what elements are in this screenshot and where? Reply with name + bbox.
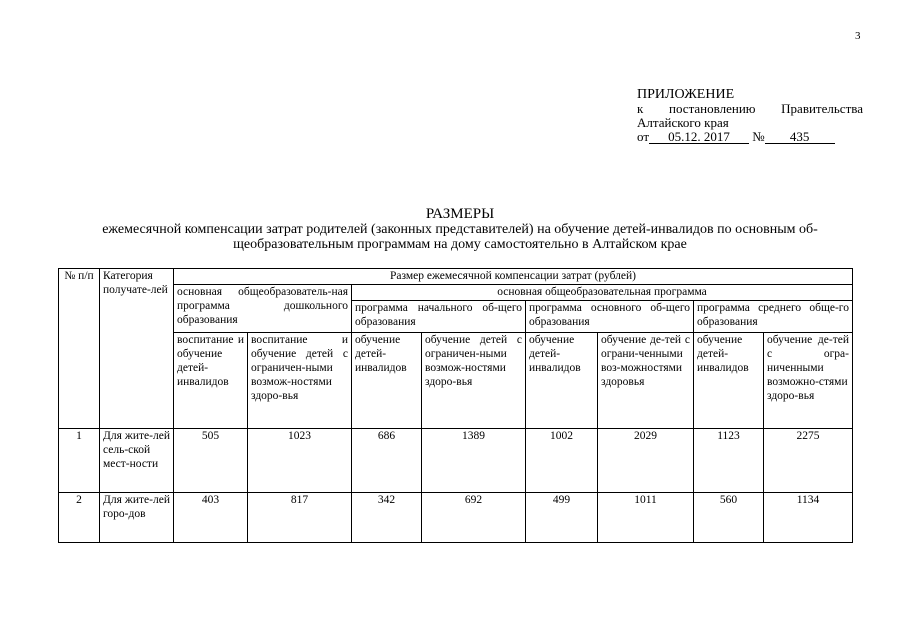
value-cell: 686 (352, 429, 422, 493)
number-label: № (752, 129, 765, 144)
heading-line2: щеобразовательным программам на дому самостоятельно в Алтайском крае (233, 237, 687, 252)
date-value: 05.12. 2017 (649, 130, 749, 144)
subheader-cell: обучение детей-инвалидов (526, 333, 598, 429)
value-cell: 1123 (694, 429, 764, 493)
value-cell: 1011 (598, 493, 694, 543)
value-cell: 1389 (422, 429, 526, 493)
value-cell: 1134 (764, 493, 853, 543)
table-row (59, 429, 853, 493)
appendix-word: к (637, 101, 644, 116)
value-cell: 560 (694, 493, 764, 543)
value-cell: 1002 (526, 429, 598, 493)
appendix-word: Правительства (781, 101, 863, 116)
header-secondary: программа среднего обще-го образования (694, 301, 853, 333)
value-cell: 692 (422, 493, 526, 543)
subheader-cell: обучение детей-инвалидов (694, 333, 764, 429)
subheader-cell: обучение де-тей с огра-ниченными возможно-стями здоро-вья (764, 333, 853, 429)
value-cell: 342 (352, 493, 422, 543)
value-cell: 403 (174, 493, 248, 543)
header-general: основная общеобразовательная программа (352, 285, 853, 301)
header-preschool: основная общеобразователь-ная программа дошкольного образования (174, 285, 352, 333)
appendix-word: постановлению (669, 101, 756, 116)
value-cell: 2029 (598, 429, 694, 493)
page-number: 3 (855, 30, 861, 42)
appendix-date-line (637, 130, 863, 144)
row-category: Для жите-лей сель-ской мест-ности (100, 429, 174, 493)
value-cell: 1023 (248, 429, 352, 493)
header-category: Категория получате-лей (100, 269, 174, 429)
subheader-cell: обучение детей с ограничен-ными возмож-ностями здоро-вья (422, 333, 526, 429)
from-label: от (637, 129, 650, 144)
value-cell: 505 (174, 429, 248, 493)
header-basic: программа основного об-щего образования (526, 301, 694, 333)
heading-title: РАЗМЕРЫ (425, 206, 495, 222)
subheader-cell: воспитание и обучение детей с ограничен-ными возмож-ностями здоро-вья (248, 333, 352, 429)
subheader-cell: обучение де-тей с ограни-ченными воз-можностями здоровья (598, 333, 694, 429)
number-value: 435 (765, 130, 835, 144)
row-num: 1 (59, 429, 100, 493)
value-cell: 817 (248, 493, 352, 543)
header-size: Размер ежемесячной компенсации затрат (рублей) (174, 269, 853, 285)
header-num: № п/п (59, 269, 100, 429)
appendix-title: ПРИЛОЖЕНИЕ (637, 87, 735, 102)
appendix-line2: Алтайского края (637, 115, 729, 130)
subheader-cell: обучение детей-инвалидов (352, 333, 422, 429)
value-cell: 499 (526, 493, 598, 543)
header-primary: программа начального об-щего образования (352, 301, 526, 333)
table-row (59, 493, 853, 543)
row-num: 2 (59, 493, 100, 543)
appendix-line1 (637, 102, 863, 116)
appendix-block (637, 88, 863, 144)
row-category: Для жите-лей горо-дов (100, 493, 174, 543)
document-heading (40, 207, 880, 252)
subheader-cell: воспитание и обучение детей-инвалидов (174, 333, 248, 429)
value-cell: 2275 (764, 429, 853, 493)
heading-line1: ежемесячной компенсации затрат родителей (законных представителей) на обучение детей-инвалидов по основным об- (102, 222, 818, 237)
compensation-table (58, 268, 853, 543)
